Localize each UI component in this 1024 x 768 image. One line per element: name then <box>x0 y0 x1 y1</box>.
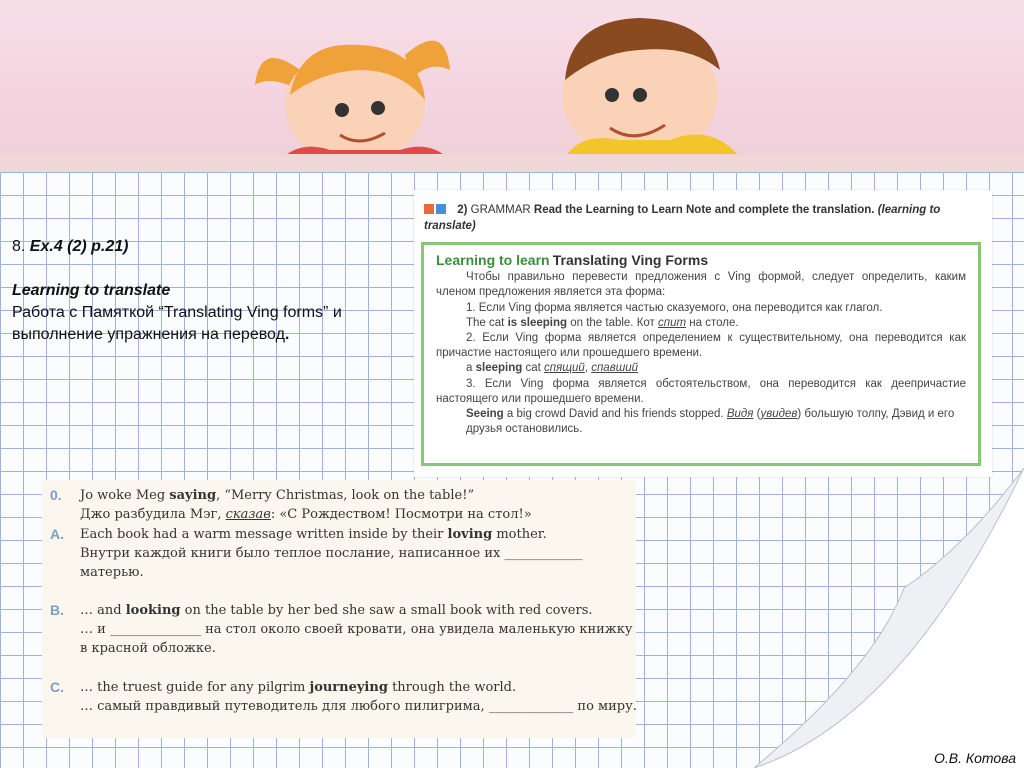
note-title: Translating Ving Forms <box>552 252 709 268</box>
grammar-label: GRAMMAR <box>470 204 531 216</box>
task-number: 8. <box>12 238 26 255</box>
page-curl-image <box>754 468 1024 768</box>
exercise-item-b: B. … and looking on the table by her bed she saw a small book with red covers. … и ______________ на стол около своей кровати, она увидела маленькую книжку в красной обложке. <box>50 602 633 657</box>
kids-illustration-banner <box>0 0 1024 172</box>
exercise-reference: Ex.4 (2) p.21) <box>29 238 129 255</box>
answer-blank[interactable]: _____________ <box>488 699 574 715</box>
note-rule-1: 1. Если Ving форма является частью сказуемого, она переводится как глагол. <box>466 301 883 314</box>
answer-blank[interactable]: ____________ <box>504 546 583 562</box>
item-label: C. <box>50 679 64 695</box>
grammar-task: Read the Learning to Learn Note and complete the translation. <box>533 204 875 216</box>
exercise-item-a: A. Each book had a warm message written inside by their loving mother. Внутри каждой книги было теплое послание, написанное их ____________ матерью. <box>50 526 583 581</box>
answer-blank[interactable]: ______________ <box>109 622 201 638</box>
note-rule-2: 2. Если Ving форма является определением к существительному, она переводится как причастие настоящего или прошедшего времени. <box>436 332 966 360</box>
task-body-period: . <box>284 326 290 343</box>
note-intro: Чтобы правильно перевести предложения с Ving формой, следует определить, каким членом предложения является эта форма: <box>436 271 966 299</box>
item-label: A. <box>50 526 64 542</box>
grammar-number: 2) <box>457 204 468 216</box>
learning-to-learn-box <box>421 242 981 466</box>
author-credit: О.В. Котова <box>933 750 1016 766</box>
task-heading: Learning to translate <box>12 282 171 299</box>
exercise-item-c: C. … the truest guide for any pilgrim journeying through the world. … самый правдивый путеводитель для любого пилигрима, _____________ по миру. <box>50 679 637 715</box>
audio-book-icon <box>424 204 434 214</box>
task-description <box>12 236 352 346</box>
note-example-1: The cat is sleeping on the table. Кот спит на столе. <box>466 316 739 329</box>
exercise-item-0: 0. Jo woke Meg saying, “Merry Christmas, look on the table!” Джо разбудила Мэг, сказав: «С Рождеством! Посмотри на стол!» <box>50 487 532 523</box>
note-example-2: a sleeping cat спящий, спавший <box>466 362 639 375</box>
item-label: B. <box>50 602 64 618</box>
note-example-3: Seeing a big crowd David and his friends stopped. Видя (увидев) большую толпу, Дэвид и его друзья остановились. <box>466 408 955 436</box>
grammar-note-panel <box>414 190 992 477</box>
notes-icon <box>436 204 446 214</box>
grammar-task-header <box>424 202 982 234</box>
grammar-task-italic: (learning to translate) <box>424 204 941 232</box>
translation-exercise <box>42 480 636 738</box>
note-rule-3: 3. Если Ving форма является обстоятельством, она переводится как деепричастие настоящего или прошедшего времени. <box>436 377 966 405</box>
item-label: 0. <box>50 487 62 503</box>
task-body: Работа с Памяткой “Translating Ving forms” и выполнение упражнения на перевод <box>12 304 342 343</box>
cartoon-children-image <box>0 0 1024 172</box>
note-title-label: Learning to learn <box>436 252 550 268</box>
